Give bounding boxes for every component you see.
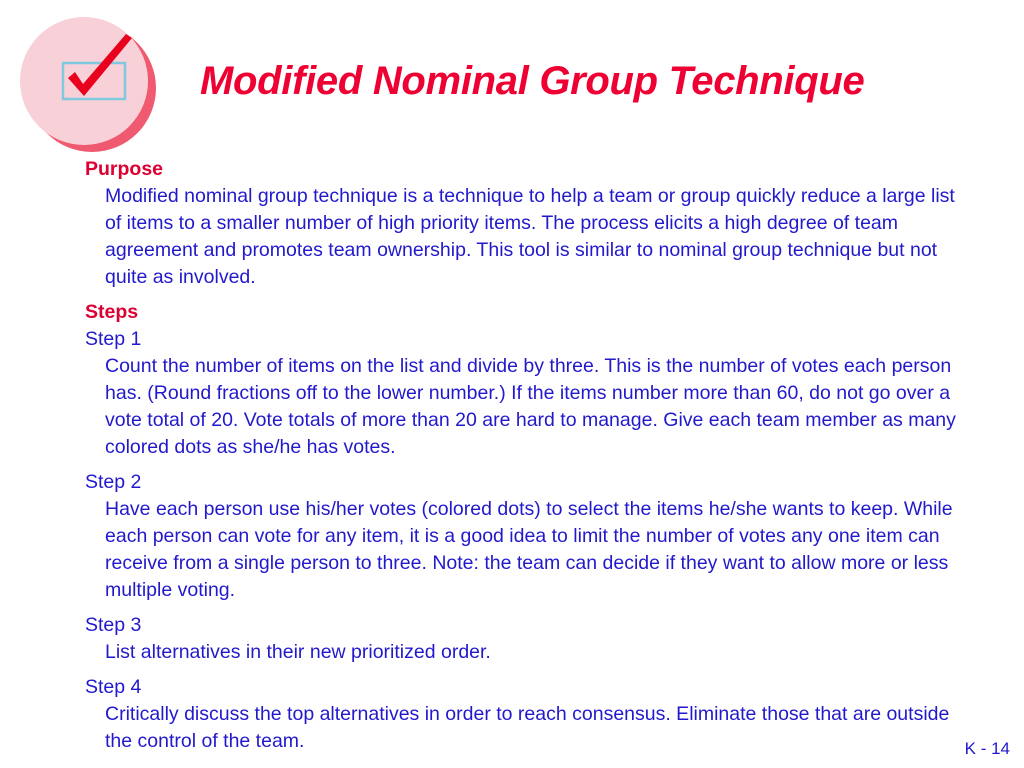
step-1-label: Step 1 <box>85 328 142 350</box>
page-number: K - 14 <box>964 739 1010 758</box>
step-2-label: Step 2 <box>85 471 142 493</box>
purpose-text: Modified nominal group technique is a technique to help a team or group quickly reduce a large list of items to a smaller number of high priority items. The process elicits a high degree of team agreement and promotes team ownership. This tool is similar to nominal group technique but not quite as involved. <box>105 185 955 288</box>
steps-heading: Steps <box>85 301 139 323</box>
checkbox-check-icon <box>10 8 170 158</box>
step-2-text: Have each person use his/her votes (colored dots) to select the items he/she wants to keep. While each person can vote for any item, it is a good idea to limit the number of votes any one item can receive from a single person to three. Note: the team can decide if they want to allow more or less multiple voting. <box>105 498 953 601</box>
slide-body <box>85 156 965 768</box>
step-4-text: Critically discuss the top alternatives in order to reach consensus. Eliminate those that are outside the control of the team. <box>105 703 950 752</box>
step-3-text: List alternatives in their new prioritized order. <box>105 641 491 663</box>
page-title: Modified Nominal Group Technique <box>200 59 865 103</box>
purpose-heading: Purpose <box>85 158 164 180</box>
step-4-label: Step 4 <box>85 676 142 698</box>
step-1-text: Count the number of items on the list and divide by three. This is the number of votes each person has. (Round fractions off to the lower number.) If the items number more than 60, do not go over a vote total of 20. Vote totals of more than 20 are hard to manage. Give each team member as many colored dots as she/he has votes. <box>105 355 956 458</box>
step-3-label: Step 3 <box>85 614 142 636</box>
